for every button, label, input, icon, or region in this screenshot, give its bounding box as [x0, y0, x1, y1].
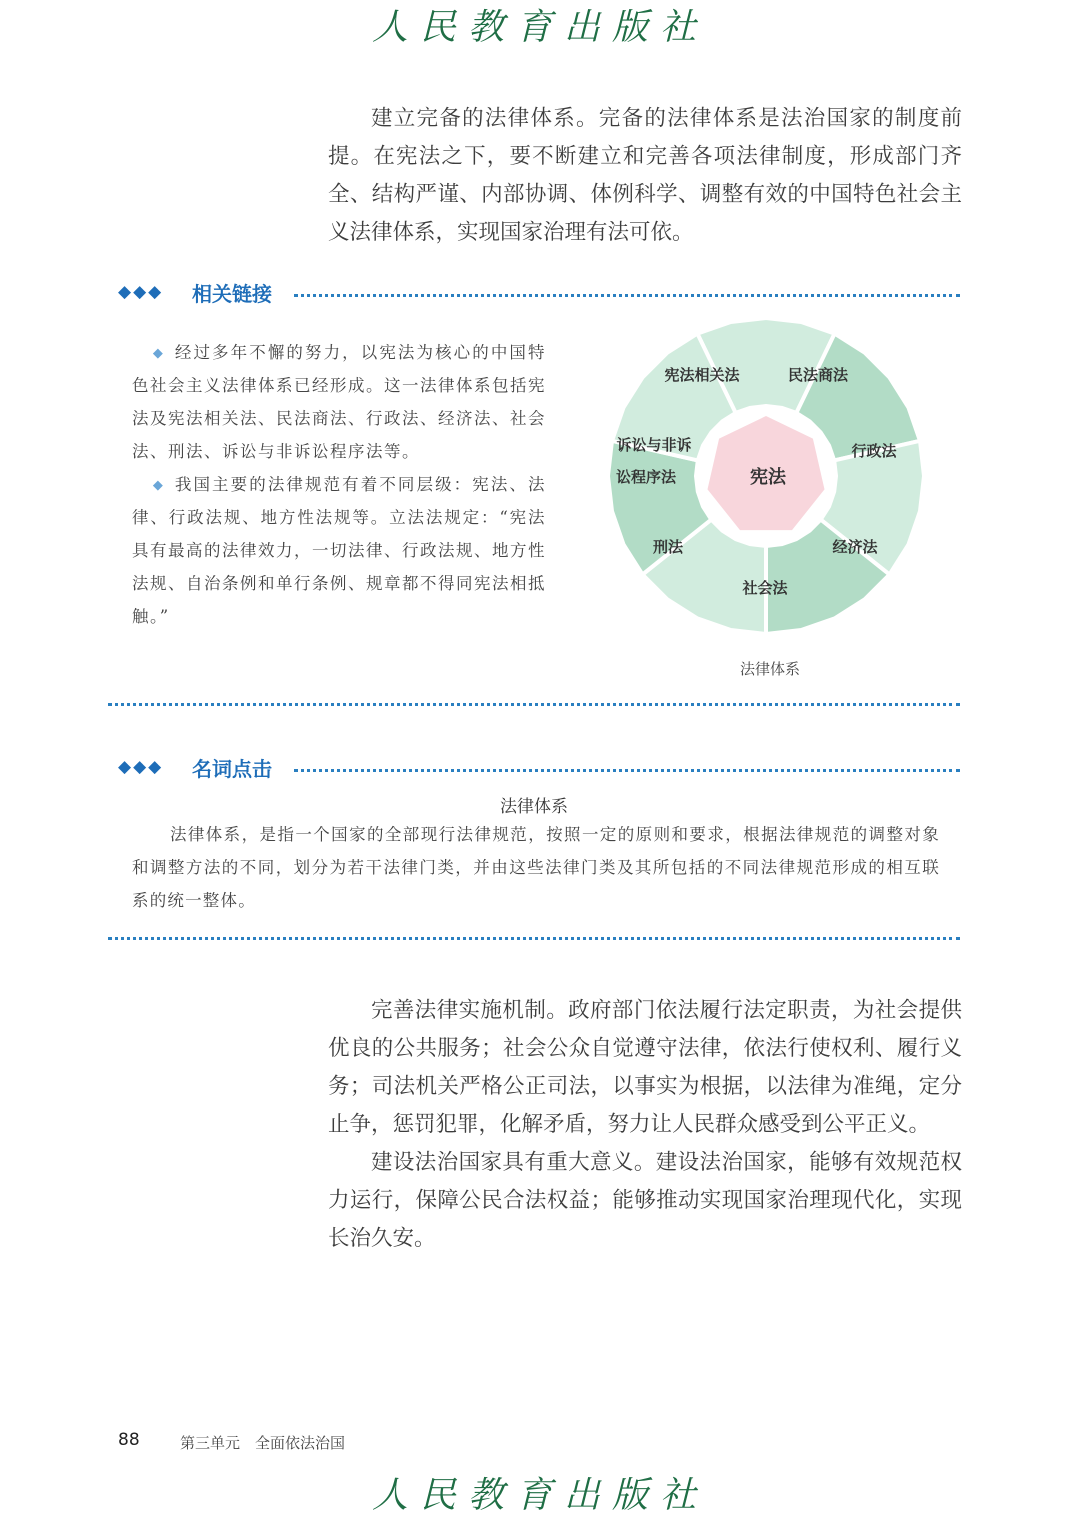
diamond-icon: ◆ [152, 346, 165, 361]
diamond-icon: ◆◆◆ [118, 757, 164, 777]
diagram-caption: 法律体系 [739, 660, 800, 678]
dotted-rule [294, 769, 960, 772]
diagram-label-litigation: 诉讼与非诉 [616, 436, 692, 454]
term-definition: 法律体系，是指一个国家的全部现行法律规范，按照一定的原则和要求，根据法律规范的调整对象和调整方法的不同，划分为若干法律门类，并由这些法律门类及其所包括的不同法律规范形成的相互联系的统一整体。 [132, 825, 940, 910]
intro-section [328, 100, 962, 252]
legal-system-diagram [600, 310, 940, 650]
diagram-center-label: 宪法 [750, 467, 786, 488]
diagram-label-economic: 经济法 [832, 538, 878, 556]
related-link-title: 相关链接 [192, 282, 272, 306]
closing-paragraph: 完善法律实施机制。政府部门依法履行法定职责，为社会提供优良的公共服务；社会公众自觉遵守法律，依法行使权利、履行义务；司法机关严格公正司法，以事实为根据，以法律为准绳，定分止争，惩罚犯罪，化解矛盾，努力让人民群众感受到公平正义。 [328, 998, 962, 1137]
diamond-icon: ◆ [152, 478, 165, 493]
closing-paragraph: 建设法治国家具有重大意义。建设法治国家，能够有效规范权力运行，保障公民合法权益；能够推动实现国家治理现代化，实现长治久安。 [328, 1150, 962, 1251]
section-divider [108, 703, 960, 706]
diagram-label-administrative: 行政法 [851, 442, 897, 460]
term-title: 法律体系 [500, 797, 568, 817]
page-footer [118, 1430, 346, 1452]
section-divider [108, 937, 960, 940]
intro-paragraph: 建立完备的法律体系。完备的法律体系是法治国家的制度前提。在宪法之下，要不断建立和完善各项法律制度，形成部门齐全、结构严谨、内部协调、体例科学、调整有效的中国特色社会主义法律体系，实现国家治理有法可依。 [328, 106, 962, 245]
closing-section [328, 992, 962, 1258]
diagram-label-constitution-related: 宪法相关法 [664, 366, 740, 384]
publisher-logo: 人民教育出版社 [371, 7, 708, 48]
term-header [118, 755, 960, 785]
related-link-text [132, 336, 546, 633]
related-link-header [118, 280, 960, 310]
publisher-logo: 人民教育出版社 [371, 1475, 708, 1516]
related-link-item: ◆ 我国主要的法律规范有着不同层级：宪法、法律、行政法规、地方性法规等。立法法规定：“宪法具有最高的法律效力，一切法律、行政法规、地方性法规、自治条例和单行条例、规章都不得同宪法相抵触。” [132, 468, 546, 633]
diamond-icon: ◆◆◆ [118, 282, 164, 302]
diagram-label-social: 社会法 [742, 579, 788, 597]
page-number: 88 [118, 1430, 140, 1450]
unit-title: 第三单元 全面依法治国 [180, 1434, 346, 1452]
diagram-label-civil-commercial: 民法商法 [787, 366, 849, 384]
related-link-item: ◆ 经过多年不懈的努力，以宪法为核心的中国特色社会主义法律体系已经形成。这一法律体系包括宪法及宪法相关法、民法商法、行政法、经济法、社会法、刑法、诉讼与非诉讼程序法等。 [132, 336, 546, 468]
diagram-label-litigation-2: 讼程序法 [615, 468, 677, 486]
term-section-title: 名词点击 [192, 757, 272, 781]
dotted-rule [294, 294, 960, 297]
diagram-label-criminal: 刑法 [652, 538, 684, 556]
